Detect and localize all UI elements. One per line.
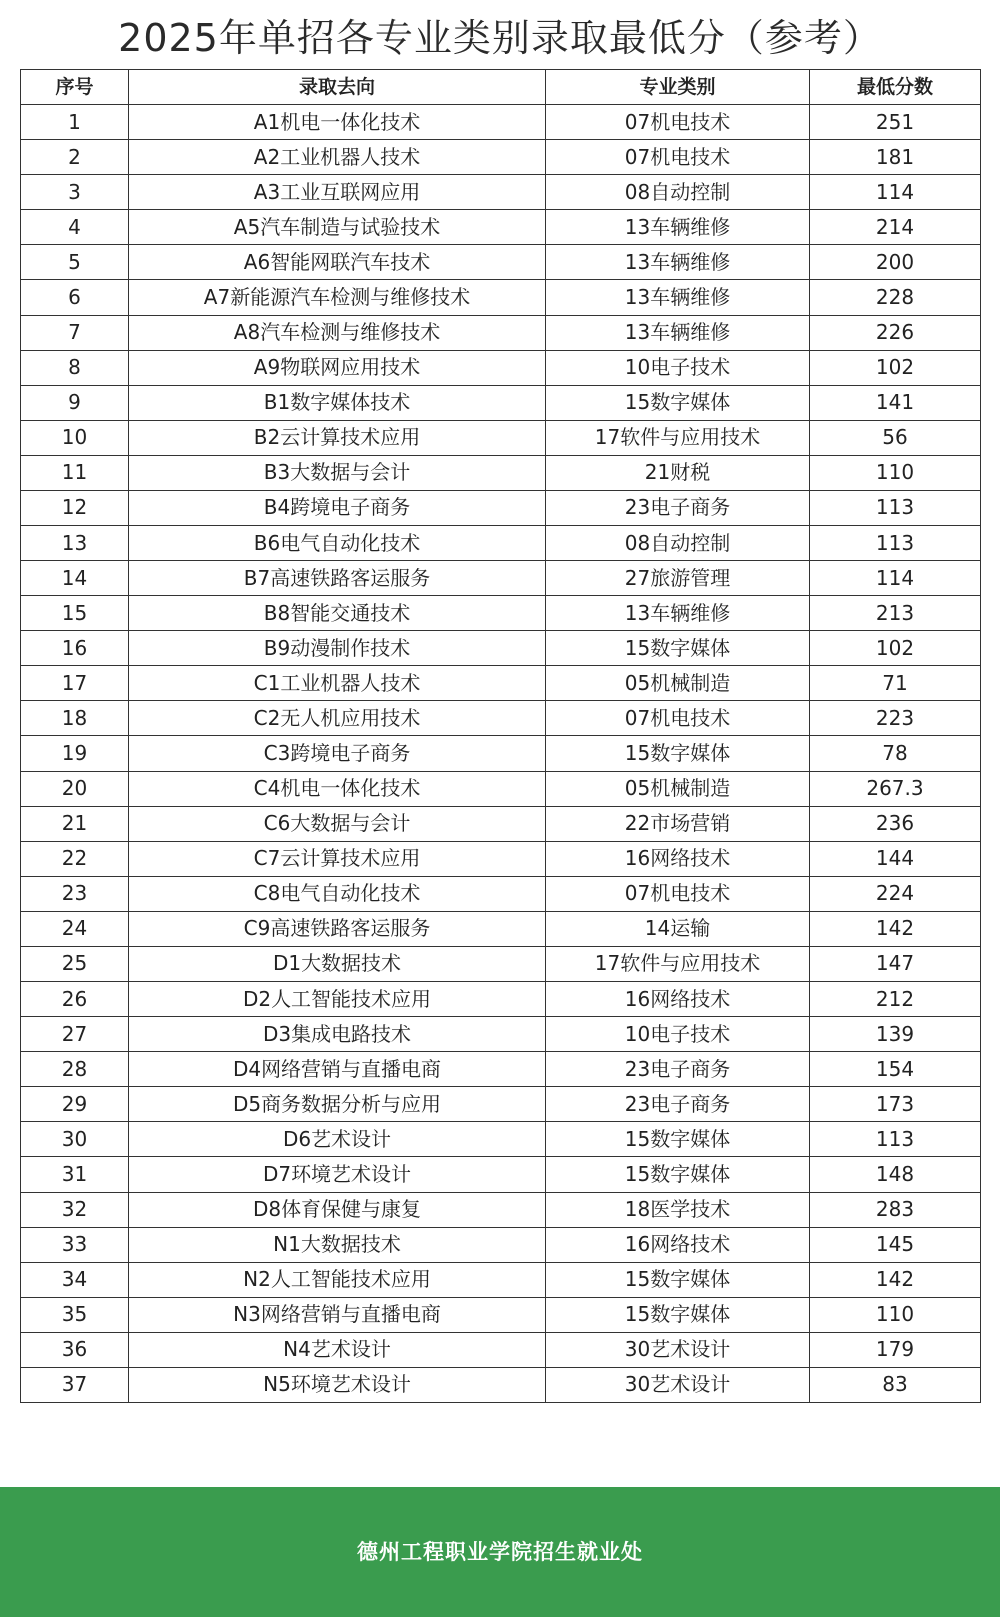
table-row	[21, 736, 981, 771]
cell-min-score: 236	[810, 806, 981, 841]
cell-category: 13车辆维修	[546, 210, 810, 245]
cell-min-score: 102	[810, 350, 981, 385]
cell-index: 5	[21, 245, 129, 280]
cell-destination: N4艺术设计	[129, 1332, 546, 1367]
cell-category: 15数字媒体	[546, 1122, 810, 1157]
cell-index: 27	[21, 1017, 129, 1052]
table-row	[21, 1157, 981, 1192]
cell-index: 22	[21, 841, 129, 876]
cell-category: 15数字媒体	[546, 1157, 810, 1192]
cell-index: 35	[21, 1297, 129, 1332]
cell-destination: D1大数据技术	[129, 946, 546, 981]
cell-index: 15	[21, 596, 129, 631]
table-row	[21, 841, 981, 876]
cell-min-score: 267.3	[810, 771, 981, 806]
table-row	[21, 596, 981, 631]
cell-destination: D5商务数据分析与应用	[129, 1087, 546, 1122]
cell-category: 14运输	[546, 911, 810, 946]
cell-index: 30	[21, 1122, 129, 1157]
cell-index: 31	[21, 1157, 129, 1192]
cell-category: 16网络技术	[546, 1227, 810, 1262]
table-header	[21, 70, 981, 105]
cell-category: 15数字媒体	[546, 1262, 810, 1297]
cell-index: 6	[21, 280, 129, 315]
cell-category: 23电子商务	[546, 490, 810, 525]
cell-destination: D2人工智能技术应用	[129, 982, 546, 1017]
table-row	[21, 280, 981, 315]
cell-index: 2	[21, 140, 129, 175]
cell-category: 16网络技术	[546, 982, 810, 1017]
table-row	[21, 1367, 981, 1402]
cell-destination: A3工业互联网应用	[129, 175, 546, 210]
cell-category: 07机电技术	[546, 876, 810, 911]
cell-min-score: 113	[810, 1122, 981, 1157]
cell-min-score: 141	[810, 385, 981, 420]
cell-destination: N3网络营销与直播电商	[129, 1297, 546, 1332]
cell-min-score: 144	[810, 841, 981, 876]
cell-destination: D4网络营销与直播电商	[129, 1052, 546, 1087]
table-row	[21, 1122, 981, 1157]
table-row	[21, 526, 981, 561]
cell-min-score: 113	[810, 526, 981, 561]
cell-destination: C9高速铁路客运服务	[129, 911, 546, 946]
cell-min-score: 113	[810, 490, 981, 525]
cell-destination: C1工业机器人技术	[129, 666, 546, 701]
table-row	[21, 631, 981, 666]
cell-min-score: 223	[810, 701, 981, 736]
cell-min-score: 213	[810, 596, 981, 631]
cell-destination: B4跨境电子商务	[129, 490, 546, 525]
cell-category: 08自动控制	[546, 526, 810, 561]
cell-index: 17	[21, 666, 129, 701]
cell-destination: B8智能交通技术	[129, 596, 546, 631]
cell-destination: C2无人机应用技术	[129, 701, 546, 736]
cell-category: 17软件与应用技术	[546, 420, 810, 455]
cell-min-score: 114	[810, 175, 981, 210]
cell-category: 15数字媒体	[546, 385, 810, 420]
table-row	[21, 771, 981, 806]
cell-index: 20	[21, 771, 129, 806]
table-row	[21, 1332, 981, 1367]
footer-banner	[0, 1487, 1000, 1617]
cell-category: 10电子技术	[546, 1017, 810, 1052]
table-row	[21, 245, 981, 280]
cell-destination: C7云计算技术应用	[129, 841, 546, 876]
table-row	[21, 1192, 981, 1227]
table-row	[21, 701, 981, 736]
cell-index: 18	[21, 701, 129, 736]
cell-min-score: 173	[810, 1087, 981, 1122]
cell-min-score: 139	[810, 1017, 981, 1052]
cell-index: 34	[21, 1262, 129, 1297]
table-row	[21, 455, 981, 490]
cell-category: 30艺术设计	[546, 1367, 810, 1402]
cell-destination: A1机电一体化技术	[129, 105, 546, 140]
cell-min-score: 214	[810, 210, 981, 245]
cell-category: 27旅游管理	[546, 561, 810, 596]
cell-destination: A8汽车检测与维修技术	[129, 315, 546, 350]
cell-index: 3	[21, 175, 129, 210]
cell-min-score: 154	[810, 1052, 981, 1087]
table-row	[21, 1087, 981, 1122]
table-row	[21, 140, 981, 175]
cell-destination: N1大数据技术	[129, 1227, 546, 1262]
cell-min-score: 179	[810, 1332, 981, 1367]
table-row	[21, 175, 981, 210]
cell-destination: A2工业机器人技术	[129, 140, 546, 175]
cell-category: 13车辆维修	[546, 315, 810, 350]
cell-index: 21	[21, 806, 129, 841]
cell-destination: N5环境艺术设计	[129, 1367, 546, 1402]
page-title: 2025年单招各专业类别录取最低分（参考）	[118, 16, 882, 60]
table-row	[21, 806, 981, 841]
cell-category: 08自动控制	[546, 175, 810, 210]
cell-category: 13车辆维修	[546, 280, 810, 315]
cell-min-score: 148	[810, 1157, 981, 1192]
cell-min-score: 226	[810, 315, 981, 350]
cell-destination: C8电气自动化技术	[129, 876, 546, 911]
cell-destination: D6艺术设计	[129, 1122, 546, 1157]
cell-category: 18医学技术	[546, 1192, 810, 1227]
cell-index: 37	[21, 1367, 129, 1402]
cell-min-score: 56	[810, 420, 981, 455]
header-min-score: 最低分数	[810, 70, 981, 105]
cell-category: 23电子商务	[546, 1087, 810, 1122]
cell-category: 22市场营销	[546, 806, 810, 841]
table-row	[21, 876, 981, 911]
cell-category: 30艺术设计	[546, 1332, 810, 1367]
table-row	[21, 1262, 981, 1297]
cell-index: 33	[21, 1227, 129, 1262]
cell-min-score: 251	[810, 105, 981, 140]
cell-min-score: 181	[810, 140, 981, 175]
cell-destination: A6智能网联汽车技术	[129, 245, 546, 280]
table-row	[21, 385, 981, 420]
table-row	[21, 1017, 981, 1052]
cell-index: 1	[21, 105, 129, 140]
cell-index: 23	[21, 876, 129, 911]
table-row	[21, 561, 981, 596]
cell-category: 21财税	[546, 455, 810, 490]
cell-index: 8	[21, 350, 129, 385]
cell-category: 05机械制造	[546, 666, 810, 701]
cell-destination: B2云计算技术应用	[129, 420, 546, 455]
cell-destination: C4机电一体化技术	[129, 771, 546, 806]
cell-min-score: 145	[810, 1227, 981, 1262]
cell-index: 25	[21, 946, 129, 981]
cell-index: 13	[21, 526, 129, 561]
cell-category: 16网络技术	[546, 841, 810, 876]
footer-text: 德州工程职业学院招生就业处	[357, 1540, 643, 1564]
cell-index: 36	[21, 1332, 129, 1367]
cell-category: 05机械制造	[546, 771, 810, 806]
cell-category: 07机电技术	[546, 701, 810, 736]
table-row	[21, 946, 981, 981]
cell-destination: B7高速铁路客运服务	[129, 561, 546, 596]
cell-category: 17软件与应用技术	[546, 946, 810, 981]
cell-destination: C3跨境电子商务	[129, 736, 546, 771]
table-row	[21, 420, 981, 455]
cell-destination: B3大数据与会计	[129, 455, 546, 490]
cell-destination: N2人工智能技术应用	[129, 1262, 546, 1297]
cell-min-score: 228	[810, 280, 981, 315]
table-row	[21, 1297, 981, 1332]
table-body	[21, 105, 981, 1403]
cell-min-score: 200	[810, 245, 981, 280]
table-row	[21, 666, 981, 701]
cell-min-score: 71	[810, 666, 981, 701]
cell-destination: D8体育保健与康复	[129, 1192, 546, 1227]
cell-destination: C6大数据与会计	[129, 806, 546, 841]
cell-index: 11	[21, 455, 129, 490]
cell-min-score: 114	[810, 561, 981, 596]
table-row	[21, 1227, 981, 1262]
cell-index: 29	[21, 1087, 129, 1122]
cell-min-score: 142	[810, 1262, 981, 1297]
cell-destination: A5汽车制造与试验技术	[129, 210, 546, 245]
cell-category: 15数字媒体	[546, 736, 810, 771]
cell-index: 19	[21, 736, 129, 771]
cell-min-score: 110	[810, 455, 981, 490]
cell-category: 07机电技术	[546, 105, 810, 140]
score-table	[20, 69, 981, 1403]
cell-min-score: 83	[810, 1367, 981, 1402]
table-row	[21, 1052, 981, 1087]
cell-min-score: 283	[810, 1192, 981, 1227]
cell-index: 28	[21, 1052, 129, 1087]
cell-destination: B9动漫制作技术	[129, 631, 546, 666]
cell-index: 16	[21, 631, 129, 666]
table-row	[21, 982, 981, 1017]
table-row	[21, 911, 981, 946]
header-index: 序号	[21, 70, 129, 105]
cell-index: 7	[21, 315, 129, 350]
cell-index: 14	[21, 561, 129, 596]
cell-category: 15数字媒体	[546, 1297, 810, 1332]
table-row	[21, 490, 981, 525]
cell-destination: B1数字媒体技术	[129, 385, 546, 420]
table-row	[21, 105, 981, 140]
cell-index: 26	[21, 982, 129, 1017]
cell-min-score: 102	[810, 631, 981, 666]
cell-destination: B6电气自动化技术	[129, 526, 546, 561]
cell-index: 9	[21, 385, 129, 420]
cell-index: 10	[21, 420, 129, 455]
cell-category: 10电子技术	[546, 350, 810, 385]
cell-destination: D3集成电路技术	[129, 1017, 546, 1052]
cell-min-score: 110	[810, 1297, 981, 1332]
cell-index: 4	[21, 210, 129, 245]
cell-destination: A7新能源汽车检测与维修技术	[129, 280, 546, 315]
table-row	[21, 210, 981, 245]
cell-min-score: 78	[810, 736, 981, 771]
header-row	[21, 70, 981, 105]
cell-min-score: 224	[810, 876, 981, 911]
cell-index: 24	[21, 911, 129, 946]
cell-min-score: 147	[810, 946, 981, 981]
cell-index: 12	[21, 490, 129, 525]
cell-category: 07机电技术	[546, 140, 810, 175]
header-destination: 录取去向	[129, 70, 546, 105]
cell-destination: A9物联网应用技术	[129, 350, 546, 385]
cell-category: 13车辆维修	[546, 596, 810, 631]
cell-min-score: 212	[810, 982, 981, 1017]
cell-index: 32	[21, 1192, 129, 1227]
cell-category: 13车辆维修	[546, 245, 810, 280]
table-row	[21, 315, 981, 350]
cell-category: 15数字媒体	[546, 631, 810, 666]
table-row	[21, 350, 981, 385]
cell-category: 23电子商务	[546, 1052, 810, 1087]
cell-min-score: 142	[810, 911, 981, 946]
header-category: 专业类别	[546, 70, 810, 105]
cell-destination: D7环境艺术设计	[129, 1157, 546, 1192]
